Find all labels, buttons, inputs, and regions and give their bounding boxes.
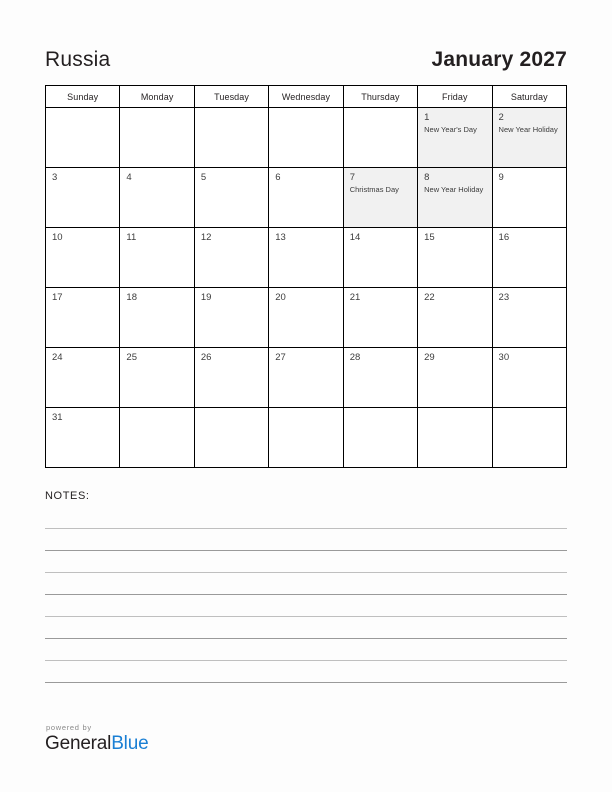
- calendar-day-cell[interactable]: [492, 288, 566, 348]
- calendar-day-cell[interactable]: [120, 288, 194, 348]
- notes-lines[interactable]: [45, 507, 567, 683]
- day-number: 22: [424, 292, 435, 304]
- country-title: Russia: [45, 48, 111, 71]
- calendar-day-cell[interactable]: [418, 348, 492, 408]
- weekday-header-row: [46, 86, 567, 108]
- calendar-empty-cell: [194, 108, 268, 168]
- calendar-day-cell[interactable]: [269, 228, 343, 288]
- brand-name-general: General: [45, 733, 112, 754]
- calendar-day-cell[interactable]: [46, 288, 120, 348]
- day-number: 9: [498, 172, 504, 184]
- day-number: 16: [498, 232, 510, 244]
- calendar-day-cell[interactable]: [269, 168, 343, 228]
- day-number: 10: [52, 232, 63, 244]
- day-number: 18: [126, 292, 137, 304]
- day-number: 15: [424, 232, 435, 244]
- notes-line[interactable]: [45, 661, 567, 683]
- day-number: 3: [52, 172, 58, 184]
- calendar-empty-cell: [269, 408, 343, 468]
- calendar-grid: [45, 85, 567, 468]
- day-number: 4: [126, 172, 132, 184]
- notes-line[interactable]: [45, 529, 567, 551]
- day-number: 19: [200, 292, 212, 304]
- calendar-empty-cell: [120, 108, 194, 168]
- calendar-day-cell[interactable]: [120, 348, 194, 408]
- day-number: 1: [424, 112, 430, 124]
- day-number: 25: [126, 352, 137, 364]
- day-number: 17: [52, 292, 63, 304]
- calendar-day-cell[interactable]: [46, 408, 120, 468]
- calendar-day-cell[interactable]: [120, 168, 194, 228]
- day-number: 27: [275, 352, 286, 364]
- day-number: 2: [498, 112, 504, 124]
- calendar-empty-cell: [269, 108, 343, 168]
- day-number: 26: [200, 352, 212, 364]
- calendar-week-row: [46, 168, 567, 228]
- day-number: 30: [498, 352, 510, 364]
- calendar-day-cell[interactable]: [194, 168, 268, 228]
- calendar-body: [46, 108, 567, 468]
- holiday-label: New Year Holiday: [424, 185, 484, 195]
- day-number: 14: [349, 232, 361, 244]
- calendar-empty-cell: [46, 108, 120, 168]
- calendar-week-row: [46, 108, 567, 168]
- day-number: 12: [200, 232, 212, 244]
- notes-section: [45, 490, 567, 683]
- day-number: 24: [52, 352, 63, 364]
- calendar-day-cell[interactable]: [46, 348, 120, 408]
- calendar-day-cell[interactable]: [46, 228, 120, 288]
- month-year-title: January 2027: [431, 48, 567, 71]
- page-header: [45, 0, 567, 85]
- brand-name-blue: Blue: [111, 733, 149, 754]
- notes-line[interactable]: [45, 507, 567, 529]
- day-number: 31: [52, 412, 63, 424]
- calendar-day-cell[interactable]: [269, 288, 343, 348]
- calendar-empty-cell: [120, 408, 194, 468]
- calendar-day-cell[interactable]: [343, 228, 417, 288]
- notes-line[interactable]: [45, 595, 567, 617]
- calendar-day-cell[interactable]: [343, 288, 417, 348]
- calendar-day-cell[interactable]: [269, 348, 343, 408]
- day-number: 29: [424, 352, 435, 364]
- calendar-empty-cell: [343, 108, 417, 168]
- day-number: 23: [498, 292, 510, 304]
- calendar-empty-cell: [194, 408, 268, 468]
- holiday-label: New Year Holiday: [498, 125, 558, 135]
- calendar-day-cell[interactable]: [492, 348, 566, 408]
- weekday-header-thursday: Thursday: [343, 86, 417, 108]
- calendar-day-cell[interactable]: [46, 168, 120, 228]
- notes-line[interactable]: [45, 551, 567, 573]
- powered-by-label: powered by: [46, 723, 92, 732]
- notes-line[interactable]: [45, 573, 567, 595]
- calendar-day-cell[interactable]: [418, 228, 492, 288]
- weekday-header-monday: Monday: [120, 86, 194, 108]
- calendar-week-row: [46, 348, 567, 408]
- day-number: 20: [275, 292, 286, 304]
- calendar-day-cell[interactable]: [194, 228, 268, 288]
- calendar-day-cell[interactable]: [194, 288, 268, 348]
- notes-line[interactable]: [45, 617, 567, 639]
- notes-label: NOTES:: [45, 490, 90, 503]
- generalblue-logo[interactable]: [45, 733, 148, 754]
- calendar-day-cell[interactable]: [418, 288, 492, 348]
- calendar-day-cell[interactable]: [343, 348, 417, 408]
- day-number: 6: [275, 172, 281, 184]
- calendar-day-cell[interactable]: [492, 228, 566, 288]
- calendar-empty-cell: [418, 408, 492, 468]
- calendar-day-cell[interactable]: [194, 348, 268, 408]
- calendar-week-row: [46, 228, 567, 288]
- notes-line[interactable]: [45, 639, 567, 661]
- calendar-day-cell[interactable]: [492, 108, 566, 168]
- calendar-day-cell[interactable]: [120, 228, 194, 288]
- calendar-empty-cell: [492, 408, 566, 468]
- footer-branding: [45, 723, 148, 754]
- day-number: 7: [349, 172, 355, 184]
- day-number: 11: [126, 232, 137, 244]
- day-number: 8: [424, 172, 430, 184]
- calendar-day-cell[interactable]: [418, 108, 492, 168]
- calendar-day-cell[interactable]: [492, 168, 566, 228]
- calendar-week-row: [46, 288, 567, 348]
- weekday-header-saturday: Saturday: [492, 86, 566, 108]
- calendar-empty-cell: [343, 408, 417, 468]
- weekday-header-tuesday: Tuesday: [194, 86, 268, 108]
- calendar-day-cell[interactable]: [418, 168, 492, 228]
- calendar-week-row: [46, 408, 567, 468]
- weekday-header-friday: Friday: [418, 86, 492, 108]
- holiday-label: New Year's Day: [424, 125, 477, 135]
- weekday-header-sunday: Sunday: [46, 86, 120, 108]
- holiday-label: Christmas Day: [349, 185, 399, 195]
- weekday-header-wednesday: Wednesday: [269, 86, 343, 108]
- day-number: 21: [349, 292, 361, 304]
- day-number: 13: [275, 232, 286, 244]
- day-number: 5: [200, 172, 207, 184]
- calendar-day-cell[interactable]: [343, 168, 417, 228]
- day-number: 28: [349, 352, 361, 364]
